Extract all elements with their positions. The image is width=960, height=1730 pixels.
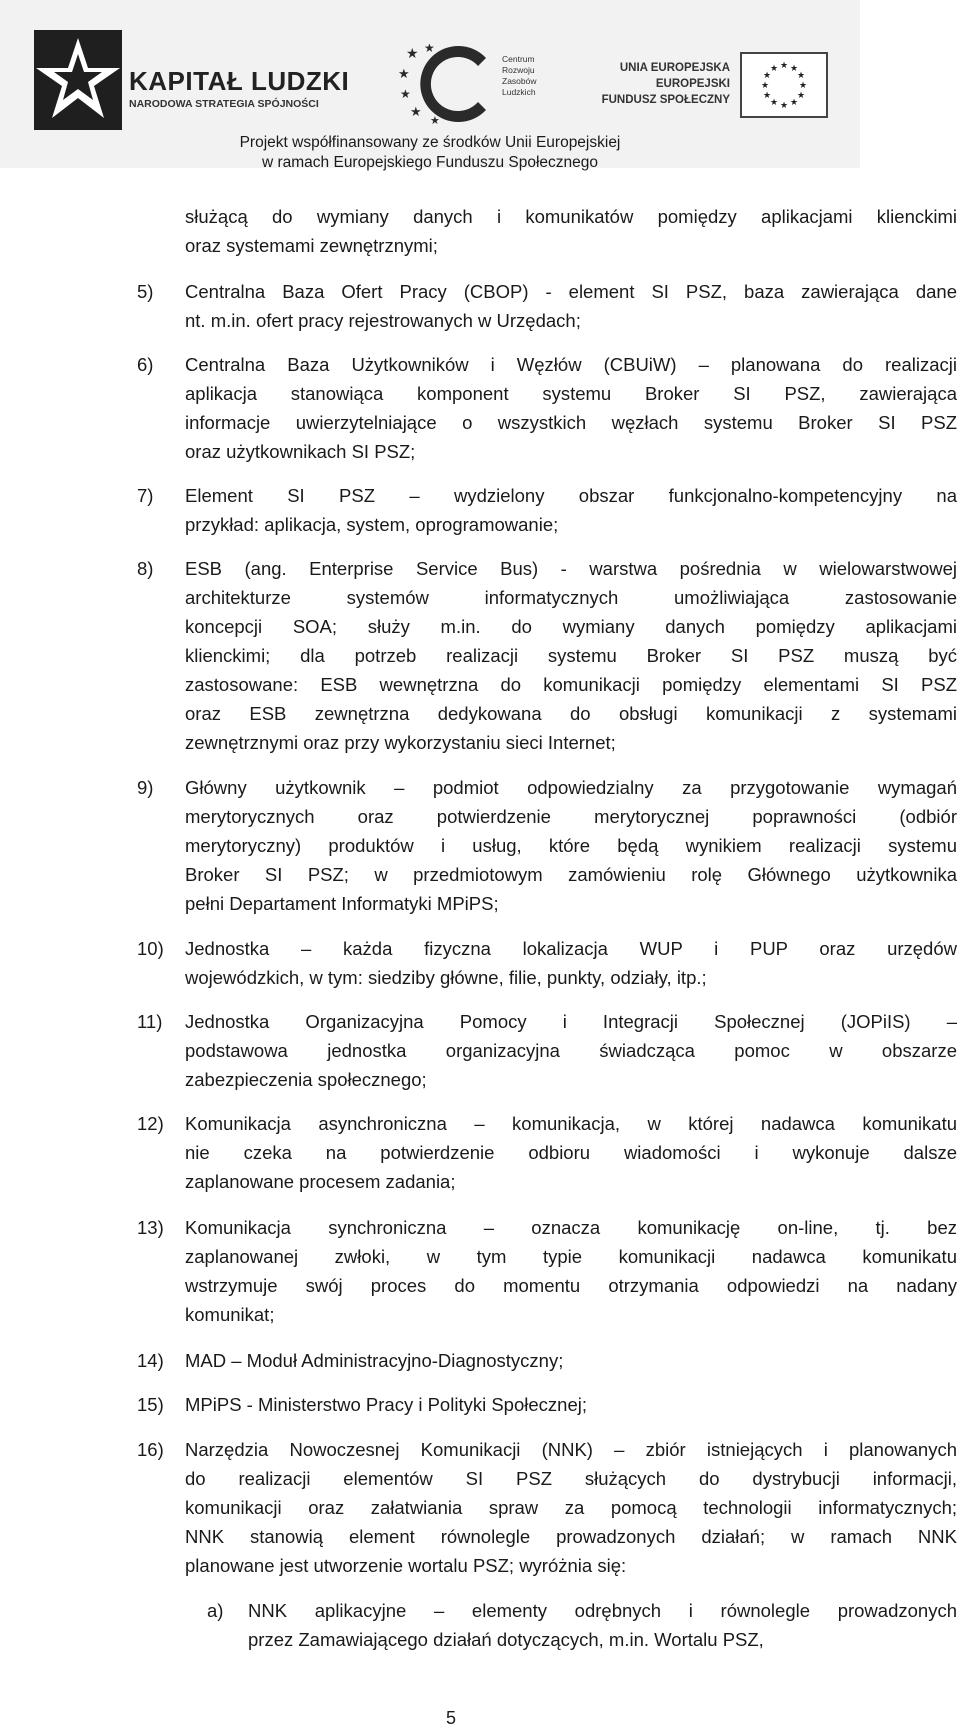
list-item-line: MPiPS - Ministerstwo Pracy i Polityki Społecznej; — [185, 1394, 587, 1415]
list-item-line: MAD – Moduł Administracyjno-Diagnostyczny; — [185, 1350, 564, 1371]
list-item-number: 12) — [137, 1113, 164, 1134]
svg-text:★: ★ — [798, 80, 808, 90]
list-item-line: NNK stanowią element równolegle prowadzonych działań; w ramach NNK — [185, 1526, 957, 1547]
list-item-line: podstawowa jednostka organizacyjna świadcząca pomoc w obszarze — [185, 1040, 957, 1061]
list-item-line: zaplanowane procesem zadania; — [185, 1171, 456, 1192]
svg-text:★: ★ — [430, 115, 440, 124]
sub-item-letter: a) — [207, 1600, 224, 1621]
list-item-number: 15) — [137, 1394, 164, 1415]
eu-flag-icon — [740, 52, 828, 118]
svg-text:★: ★ — [769, 97, 779, 107]
list-item-line: wstrzymuje swój proces do momentu otrzymania odpowiedzi na nadany — [185, 1275, 957, 1296]
kapital-ludzki-emblem-icon — [34, 30, 122, 130]
svg-text:★: ★ — [796, 70, 806, 80]
list-item-number: 11) — [137, 1011, 163, 1032]
svg-text:★: ★ — [410, 104, 422, 119]
list-item-line: Element SI PSZ – wydzielony obszar funkcjonalno-kompetencyjny na — [185, 485, 957, 506]
svg-text:★: ★ — [762, 70, 772, 80]
list-item-number: 5) — [137, 281, 154, 302]
list-item-line: Jednostka – każda fizyczna lokalizacja WUP i PUP oraz urzędów — [185, 938, 957, 959]
czl-emblem-icon — [398, 44, 498, 124]
svg-text:★: ★ — [424, 44, 435, 55]
svg-text:★: ★ — [398, 66, 410, 81]
list-item-line: aplikacja stanowiąca komponent systemu Broker SI PSZ, zawierająca — [185, 383, 957, 404]
list-item-line: zaplanowanej zwłoki, w tym typie komunikacji nadawca komunikatu — [185, 1246, 957, 1267]
list-item-line: komunikacji oraz załatwiania spraw za pomocą technologii informatycznych; — [185, 1497, 957, 1518]
list-item-line: pełni Departament Informatyki MPiPS; — [185, 893, 499, 914]
list-item-number: 14) — [137, 1350, 164, 1371]
list-item-line: klienckimi; dla potrzeb realizacji systemu Broker SI PSZ muszą być — [185, 645, 957, 666]
list-item-number: 6) — [137, 354, 154, 375]
header-band — [0, 0, 860, 171]
list-item-line: nt. m.in. ofert pracy rejestrowanych w Urzędach; — [185, 310, 581, 331]
list-item-line: koncepcji SOA; służy m.in. do wymiany danych pomiędzy aplikacjami — [185, 616, 957, 637]
svg-text:★: ★ — [796, 90, 806, 100]
sub-item-line: przez Zamawiającego działań dotyczących, m.in. Wortalu PSZ, — [248, 1629, 764, 1650]
kapital-ludzki-logo — [34, 26, 364, 132]
eu-text: UNIA EUROPEJSKA EUROPEJSKI FUNDUSZ SPOŁECZNY — [601, 62, 730, 106]
svg-text:★: ★ — [769, 63, 779, 73]
list-item-line: merytoryczny) produktów i usług, które będą wynikiem realizacji systemu — [185, 835, 957, 856]
eu-logo — [590, 52, 840, 122]
list-item-line: oraz systemami zewnętrznymi; — [185, 235, 438, 256]
list-item-number: 9) — [137, 777, 154, 798]
svg-text:★: ★ — [406, 45, 419, 61]
project-fund-line: w ramach Europejskiego Funduszu Społecznego — [261, 154, 599, 171]
list-item-line: zewnętrznymi oraz przy wykorzystaniu sieci Internet; — [185, 732, 616, 753]
czl-logo — [398, 44, 540, 124]
svg-text:★: ★ — [789, 63, 799, 73]
list-item-line: zabezpieczenia społecznego; — [185, 1069, 427, 1090]
list-item-number: 13) — [137, 1217, 164, 1238]
list-item-number: 7) — [137, 485, 154, 506]
list-item-line: Centralna Baza Ofert Pracy (CBOP) - element SI PSZ, baza zawierająca dane — [185, 281, 957, 302]
svg-text:★: ★ — [762, 90, 772, 100]
list-item-line: Jednostka Organizacyjna Pomocy i Integracji Społecznej (JOPiIS) – — [185, 1011, 957, 1032]
list-item-line: Główny użytkownik – podmiot odpowiedzialny za przygotowanie wymagań — [185, 777, 957, 798]
svg-text:★: ★ — [760, 80, 770, 90]
list-item-line: architekturze systemów informatycznych umożliwiająca zastosowanie — [185, 587, 957, 608]
list-item-number: 8) — [137, 558, 154, 579]
page-number: 5 — [446, 1708, 457, 1728]
list-item-line: Broker SI PSZ; w przedmiotowym zamówieniu rolę Głównego użytkownika — [185, 864, 957, 885]
svg-text:★: ★ — [400, 87, 411, 101]
list-item-line: merytorycznych oraz potwierdzenie merytorycznej poprawności (odbiór — [185, 806, 957, 827]
list-item-line: oraz ESB zewnętrzna dedykowana do obsługi komunikacji z systemami — [185, 703, 957, 724]
sub-item-line: NNK aplikacyjne – elementy odrębnych i równolegle prowadzonych — [248, 1600, 957, 1621]
list-item-line: służącą do wymiany danych i komunikatów pomiędzy aplikacjami klienckimi — [185, 206, 957, 227]
list-item-line: wojewódzkich, w tym: siedziby główne, filie, punkty, odziały, itp.; — [185, 967, 707, 988]
svg-text:★: ★ — [779, 60, 789, 70]
list-item-line: Narzędzia Nowoczesnej Komunikacji (NNK) – zbiór istniejących i planowanych — [185, 1439, 957, 1460]
list-item-number: 10) — [137, 938, 164, 959]
svg-text:★: ★ — [779, 100, 789, 110]
list-item-line: do realizacji elementów SI PSZ służących do dystrybucji informacji, — [185, 1468, 957, 1489]
list-item-line: komunikat; — [185, 1304, 275, 1325]
list-item-line: zastosowane: ESB wewnętrzna do komunikacji pomiędzy elementami SI PSZ — [185, 674, 957, 695]
svg-text:★: ★ — [789, 97, 799, 107]
list-item-line: ESB (ang. Enterprise Service Bus) - warstwa pośrednia w wielowarstwowej — [185, 558, 957, 579]
list-item-line: planowane jest utworzenie wortalu PSZ; wyróżnia się: — [185, 1555, 627, 1576]
list-item-line: informacje uwierzytelniające o wszystkich węzłach systemu Broker SI PSZ — [185, 412, 957, 433]
list-item-line: Komunikacja synchroniczna – oznacza komunikację on-line, tj. bez — [185, 1217, 957, 1238]
czl-name: Centrum Rozwoju Zasobów Ludzkich — [502, 54, 537, 97]
list-item-line: oraz użytkownikach SI PSZ; — [185, 441, 416, 462]
list-item-line: przykład: aplikacja, system, oprogramowanie; — [185, 514, 559, 535]
list-item-number: 16) — [137, 1439, 164, 1460]
list-item-line: nie czeka na potwierdzenie odbioru wiadomości i wykonuje dalsze — [185, 1142, 957, 1163]
list-item-line: Centralna Baza Użytkowników i Węzłów (CBUiW) – planowana do realizacji — [185, 354, 957, 375]
project-cofinancing-line: Projekt współfinansowany ze środków Unii Europejskiej — [239, 134, 621, 151]
kapital-ludzki-title: KAPITAŁ LUDZKI — [129, 66, 350, 96]
kapital-ludzki-subtitle: NARODOWA STRATEGIA SPÓJNOŚCI — [129, 98, 319, 110]
list-item-line: Komunikacja asynchroniczna – komunikacja, w której nadawca komunikatu — [185, 1113, 957, 1134]
